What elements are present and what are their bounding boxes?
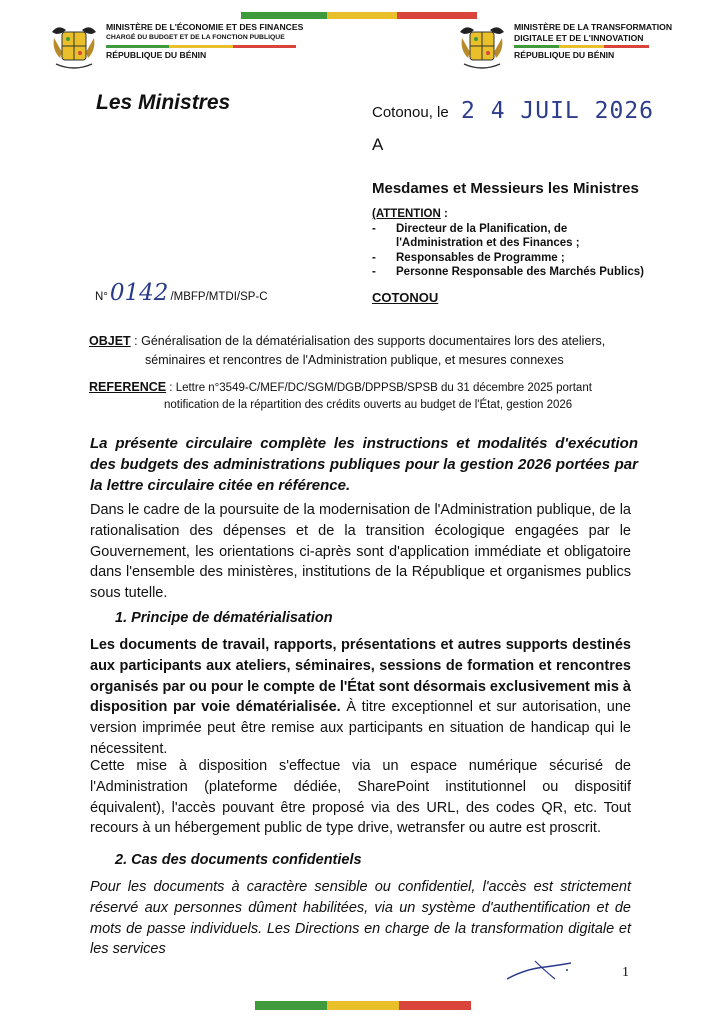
date-stamp: 2 4 JUIL 2026 — [461, 98, 655, 124]
objet-block: OBJET : Généralisation de la dématérialisation des supports documentaires lors des ateliers, séminaires et rencontres de l'Administration publique, et mesures connexes — [89, 332, 629, 370]
reference-line1: Lettre n°3549-C/MEF/DC/SGM/DGB/DPPSB/SPSB du 31 décembre 2025 portant — [175, 382, 592, 394]
attention-label: (ATTENTION — [372, 208, 441, 220]
reference-number — [95, 280, 268, 306]
signature-initials — [505, 955, 585, 985]
numero-suffix: /MBFP/MTDI/SP-C — [170, 291, 268, 303]
attention-item: - Personne Responsable des Marchés Publics) — [372, 265, 644, 280]
objet-line1: Généralisation de la dématérialisation des supports documentaires lors des ateliers, — [141, 334, 606, 348]
ministry-left-line1: MINISTÈRE DE L'ÉCONOMIE ET DES FINANCES — [106, 22, 304, 32]
ministry-right-line1: MINISTÈRE DE LA TRANSFORMATION — [514, 22, 673, 32]
city: COTONOU — [372, 290, 439, 305]
top-flag-band — [241, 12, 477, 19]
section-2-paragraph: Pour les documents à caractère sensible ou confidentiel, l'accès est strictement réservé aux personnes dûment habilitées, via un système d'authentification et de mots de passe individuels. Les Directions en charge de la transformation digitale et les services — [90, 879, 631, 958]
republic-left: RÉPUBLIQUE DU BÉNIN — [106, 50, 207, 60]
reference-line2: notification de la répartition des crédits ouverts au budget de l'État, gestion 2026 — [164, 399, 573, 411]
section-1-bold: Les documents de travail, rapports, présentations et autres supports destinés aux participants aux ateliers, séminaires, sessions de formation et rencontres organisés par ou pour le compte de l'État sont désormais exclusivement mis à disposition par voie dématérialisée. — [90, 637, 631, 716]
header-left — [48, 22, 303, 76]
objet-label: OBJET — [89, 334, 131, 348]
coat-of-arms-icon — [48, 22, 100, 76]
header-right — [456, 22, 672, 76]
place-label: Cotonou, le — [372, 104, 449, 121]
reference-block: REFERENCE : Lettre n°3549-C/MEF/DC/SGM/DGB/DPPSB/SPSB du 31 décembre 2025 portant notification de la répartition des crédits ouverts au budget de l'État, gestion 2026 — [89, 379, 649, 414]
ministry-left-line2: CHARGÉ DU BUDGET ET DE LA FONCTION PUBLIQUE — [106, 33, 285, 41]
addressee-prefix: A — [372, 135, 384, 154]
reference-label: REFERENCE — [89, 380, 167, 394]
flag-rule — [106, 45, 296, 48]
section-1-paragraph-2: Cette mise à disposition s'effectue via un espace numérique sécurisé de l'Administration (plateforme dédiée, SharePoint institutionnel ou dispositif équivalent), l'accès pouvant être proposé via des URL, des codes QR, etc. Tout recours à un hébergement public de type drive, wetransfer ou autre est proscrit. — [90, 758, 631, 837]
recipients-title: Mesdames et Messieurs les Ministres — [372, 180, 639, 197]
section-1-paragraph — [90, 635, 631, 760]
attention-item: - Directeur de la Planification, de l'Administration et des Finances ; — [372, 222, 616, 251]
bottom-flag-band — [255, 1001, 471, 1010]
attention-item: - Responsables de Programme ; — [372, 251, 644, 266]
objet-line2: séminaires et rencontres de l'Administration publique, et mesures connexes — [145, 353, 564, 367]
attention-colon: : — [440, 208, 448, 220]
section-2-heading: 2. Cas des documents confidentiels — [115, 852, 362, 868]
coat-of-arms-icon — [456, 22, 508, 76]
attention-block — [372, 207, 644, 280]
republic-right: RÉPUBLIQUE DU BÉNIN — [514, 50, 615, 60]
ministry-right-line2: DIGITALE ET DE L'INNOVATION — [514, 32, 644, 43]
page-number: 1 — [622, 965, 629, 980]
intro-paragraph: La présente circulaire complète les instructions et modalités d'exécution des budgets des administrations publiques pour la gestion 2026 portées par la lettre circulaire citée en référence. — [90, 435, 638, 494]
section-1-heading: 1. Principe de dématérialisation — [115, 610, 333, 626]
numero-handwritten: 0142 — [109, 280, 169, 306]
sender: Les Ministres — [96, 91, 231, 114]
context-paragraph: Dans le cadre de la poursuite de la modernisation de l'Administration publique, de la rationalisation des dépenses et de la transition écologique engagées par le Gouvernement, les orientations ci-après sont d'application immédiate et obligatoire dans l'ensemble des ministères, institutions de la République et organismes publics sous tutelle. — [90, 502, 631, 602]
numero-prefix: N° — [95, 291, 108, 303]
flag-rule — [514, 45, 649, 48]
section-1-rest: À titre exceptionnel et sur autorisation, une version imprimée peut être remise aux participants en situation de handicap qui le nécessitent. — [90, 699, 632, 757]
